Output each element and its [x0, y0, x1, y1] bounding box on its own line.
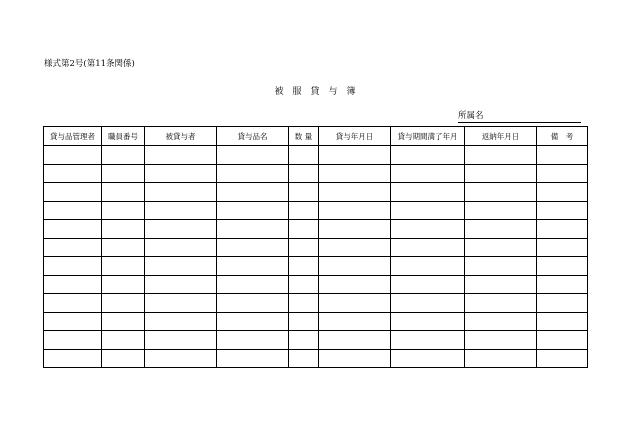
table-row: [44, 331, 588, 350]
table-cell[interactable]: [217, 238, 289, 257]
table-cell[interactable]: [102, 164, 145, 183]
table-cell[interactable]: [102, 257, 145, 276]
table-cell[interactable]: [102, 201, 145, 220]
table-cell[interactable]: [102, 312, 145, 331]
table-cell[interactable]: [391, 312, 465, 331]
ledger-table: [43, 126, 588, 368]
table-cell[interactable]: [44, 238, 102, 257]
table-cell[interactable]: [391, 238, 465, 257]
table-cell[interactable]: [289, 201, 319, 220]
table-cell[interactable]: [102, 146, 145, 165]
table-cell[interactable]: [465, 312, 537, 331]
table-cell[interactable]: [537, 331, 588, 350]
table-cell[interactable]: [44, 275, 102, 294]
table-cell[interactable]: [319, 294, 391, 313]
table-cell[interactable]: [145, 146, 217, 165]
table-cell[interactable]: [319, 275, 391, 294]
table-cell[interactable]: [102, 349, 145, 368]
table-cell[interactable]: [289, 257, 319, 276]
table-cell[interactable]: [44, 146, 102, 165]
table-cell[interactable]: [145, 201, 217, 220]
table-cell[interactable]: [217, 312, 289, 331]
column-header-remarks: 備 考: [537, 127, 588, 146]
table-row: [44, 220, 588, 239]
table-cell[interactable]: [391, 275, 465, 294]
table-cell[interactable]: [44, 257, 102, 276]
column-header-borrower: 被貸与者: [145, 127, 217, 146]
table-cell[interactable]: [145, 164, 217, 183]
table-cell[interactable]: [391, 294, 465, 313]
column-header-item-name: 貸与品名: [217, 127, 289, 146]
table-cell[interactable]: [44, 294, 102, 313]
table-cell[interactable]: [319, 257, 391, 276]
table-cell[interactable]: [145, 294, 217, 313]
table-cell[interactable]: [289, 331, 319, 350]
table-cell[interactable]: [319, 201, 391, 220]
table-cell[interactable]: [319, 312, 391, 331]
table-cell[interactable]: [289, 275, 319, 294]
table-cell[interactable]: [319, 146, 391, 165]
table-cell[interactable]: [145, 183, 217, 202]
column-header-lending-date: 貸与年月日: [319, 127, 391, 146]
table-cell[interactable]: [217, 146, 289, 165]
table-cell[interactable]: [465, 220, 537, 239]
table-cell[interactable]: [289, 238, 319, 257]
table-cell[interactable]: [465, 164, 537, 183]
title-char: 簿: [346, 87, 356, 97]
table-cell[interactable]: [465, 201, 537, 220]
table-cell[interactable]: [145, 312, 217, 331]
table-cell[interactable]: [217, 201, 289, 220]
column-header-staff-number: 職員番号: [102, 127, 145, 146]
ledger-body: [44, 146, 588, 368]
table-cell[interactable]: [465, 238, 537, 257]
affiliation-label: 所属名: [458, 111, 484, 121]
table-cell[interactable]: [289, 349, 319, 368]
table-row: [44, 201, 588, 220]
table-cell[interactable]: [217, 257, 289, 276]
title-char: 貸: [310, 87, 320, 97]
title-char: 被: [274, 87, 284, 97]
table-cell[interactable]: [537, 312, 588, 331]
title-char: 与: [328, 87, 338, 97]
table-cell[interactable]: [319, 183, 391, 202]
table-cell[interactable]: [289, 220, 319, 239]
table-cell[interactable]: [44, 183, 102, 202]
column-header-quantity: 数 量: [289, 127, 319, 146]
table-cell[interactable]: [289, 294, 319, 313]
table-cell[interactable]: [217, 349, 289, 368]
table-cell[interactable]: [289, 164, 319, 183]
table-cell[interactable]: [145, 331, 217, 350]
table-cell[interactable]: [289, 146, 319, 165]
table-cell[interactable]: [391, 220, 465, 239]
table-cell[interactable]: [391, 164, 465, 183]
table-cell[interactable]: [102, 220, 145, 239]
table-cell[interactable]: [102, 238, 145, 257]
title-char: 服: [292, 87, 302, 97]
table-cell[interactable]: [537, 164, 588, 183]
table-cell[interactable]: [537, 220, 588, 239]
table-cell[interactable]: [537, 238, 588, 257]
table-cell[interactable]: [319, 164, 391, 183]
table-cell[interactable]: [391, 331, 465, 350]
table-cell[interactable]: [465, 349, 537, 368]
table-row: [44, 183, 588, 202]
table-cell[interactable]: [537, 257, 588, 276]
table-cell[interactable]: [44, 201, 102, 220]
form-number-label: 様式第2号(第11条関係): [44, 59, 135, 69]
table-cell[interactable]: [289, 183, 319, 202]
table-cell[interactable]: [537, 146, 588, 165]
table-cell[interactable]: [319, 331, 391, 350]
table-cell[interactable]: [465, 294, 537, 313]
table-cell[interactable]: [145, 349, 217, 368]
table-cell[interactable]: [391, 183, 465, 202]
table-row: [44, 275, 588, 294]
table-cell[interactable]: [217, 164, 289, 183]
table-cell[interactable]: [465, 257, 537, 276]
table-cell[interactable]: [537, 275, 588, 294]
table-row: [44, 257, 588, 276]
column-header-return-date: 返納年月日: [465, 127, 537, 146]
table-header-row: [44, 127, 588, 146]
table-row: [44, 349, 588, 368]
table-cell[interactable]: [537, 349, 588, 368]
table-cell[interactable]: [102, 275, 145, 294]
table-cell[interactable]: [537, 201, 588, 220]
table-cell[interactable]: [44, 331, 102, 350]
table-cell[interactable]: [319, 349, 391, 368]
table-cell[interactable]: [44, 164, 102, 183]
table-row: [44, 238, 588, 257]
table-cell[interactable]: [391, 201, 465, 220]
table-row: [44, 146, 588, 165]
table-cell[interactable]: [217, 331, 289, 350]
column-header-lending-item-manager: 貸与品管理者: [44, 127, 102, 146]
table-cell[interactable]: [391, 349, 465, 368]
table-cell[interactable]: [217, 275, 289, 294]
table-cell[interactable]: [319, 220, 391, 239]
table-cell[interactable]: [44, 349, 102, 368]
table-cell[interactable]: [145, 257, 217, 276]
table-cell[interactable]: [465, 331, 537, 350]
table-cell[interactable]: [465, 146, 537, 165]
table-cell[interactable]: [102, 294, 145, 313]
table-cell[interactable]: [145, 238, 217, 257]
table-cell[interactable]: [537, 183, 588, 202]
table-cell[interactable]: [102, 331, 145, 350]
table-row: [44, 294, 588, 313]
table-cell[interactable]: [465, 275, 537, 294]
table-cell[interactable]: [217, 294, 289, 313]
column-header-lending-period-end: 貸与期間満了年月: [391, 127, 465, 146]
table-cell[interactable]: [465, 183, 537, 202]
table-cell[interactable]: [537, 294, 588, 313]
table-cell[interactable]: [217, 220, 289, 239]
affiliation-field[interactable]: [458, 111, 581, 123]
table-cell[interactable]: [391, 146, 465, 165]
document-title: [0, 84, 630, 97]
table-cell[interactable]: [217, 183, 289, 202]
table-cell[interactable]: [44, 220, 102, 239]
table-cell[interactable]: [145, 275, 217, 294]
table-cell[interactable]: [44, 312, 102, 331]
table-row: [44, 312, 588, 331]
table-cell[interactable]: [319, 238, 391, 257]
table-cell[interactable]: [102, 183, 145, 202]
table-cell[interactable]: [145, 220, 217, 239]
table-cell[interactable]: [391, 257, 465, 276]
table-cell[interactable]: [289, 312, 319, 331]
table-row: [44, 164, 588, 183]
